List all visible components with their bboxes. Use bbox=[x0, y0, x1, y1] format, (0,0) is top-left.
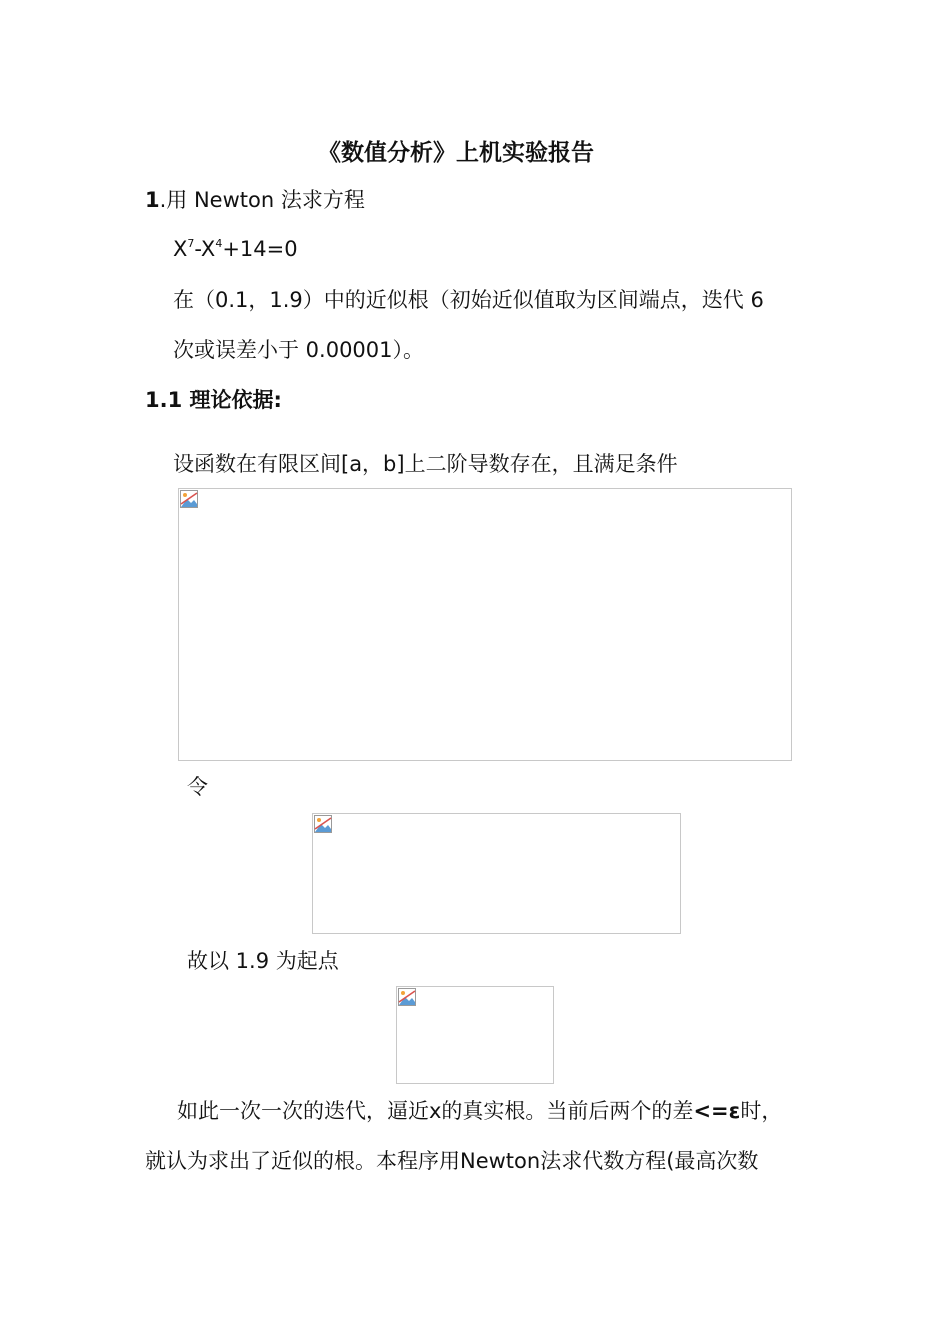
paragraph-line-1 bbox=[177, 1096, 782, 1126]
broken-image-icon bbox=[180, 490, 198, 508]
equation-term: -X bbox=[194, 237, 216, 261]
section-1-1-heading: 1.1 理论依据: bbox=[145, 388, 282, 412]
broken-image-icon bbox=[398, 988, 416, 1006]
paragraph-text: 时， bbox=[740, 1099, 783, 1123]
equation-exponent: 7 bbox=[187, 237, 195, 250]
paragraph-line-2: 就认为求出了近似的根。本程序用Newton法求代数方程(最高次数 bbox=[145, 1149, 759, 1173]
paragraph-text: 如此一次一次的迭代，逼近x的真实根。当前后两个的差 bbox=[177, 1099, 694, 1123]
broken-image-icon bbox=[314, 815, 332, 833]
epsilon-condition: <=ε bbox=[693, 1099, 741, 1123]
section-heading-text: .用 Newton 法求方程 bbox=[159, 188, 365, 212]
formula-image-iteration bbox=[396, 986, 554, 1084]
formula-image-newton bbox=[312, 813, 681, 934]
page-title: 《数值分析》上机实验报告 bbox=[318, 140, 594, 166]
equation-term: +14=0 bbox=[222, 237, 298, 261]
let-text: 令 bbox=[187, 775, 208, 799]
intro-text: 设函数在有限区间[a，b]上二阶导数存在，且满足条件 bbox=[173, 452, 678, 476]
section-number: 1 bbox=[145, 188, 160, 212]
start-point-text: 故以 1.9 为起点 bbox=[187, 949, 339, 973]
condition-line-1: 在（0.1，1.9）中的近似根（初始近似值取为区间端点，迭代 6 bbox=[173, 288, 764, 312]
condition-line-2: 次或误差小于 0.00001）。 bbox=[173, 338, 425, 362]
equation bbox=[173, 234, 298, 264]
equation-term: X bbox=[173, 237, 188, 261]
formula-image-conditions bbox=[178, 488, 792, 761]
section-1-heading bbox=[145, 185, 365, 215]
equation-exponent: 4 bbox=[215, 237, 223, 250]
